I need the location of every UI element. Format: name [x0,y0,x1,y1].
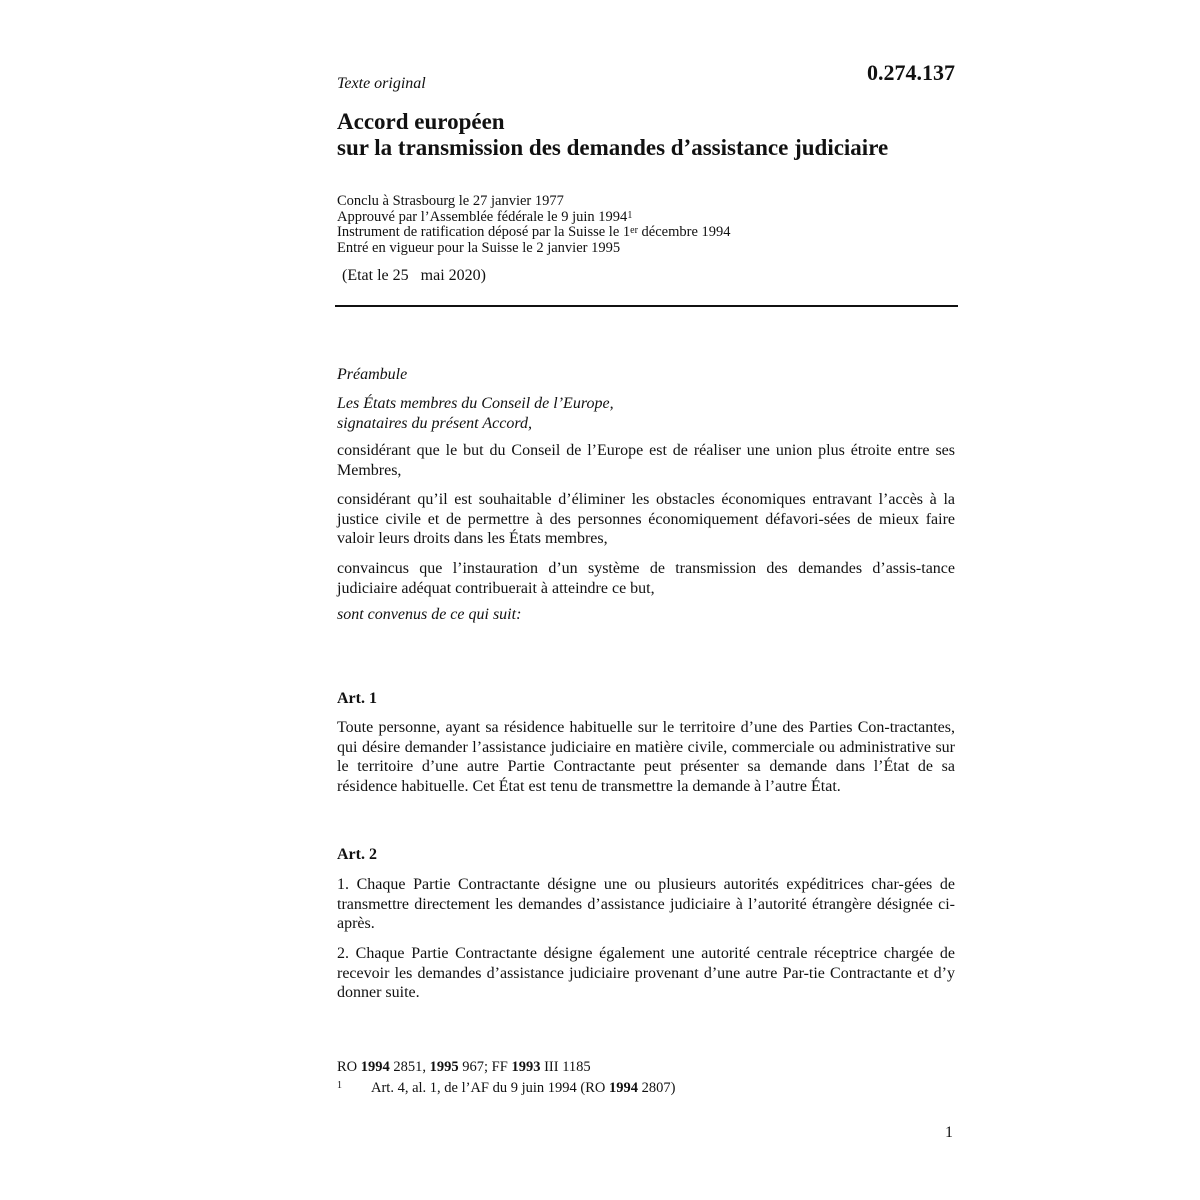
meta-approved: Approuvé par l’Assemblée fédérale le 9 juin 1994$^1$ [337,208,633,225]
preamble-considering-2: considérant qu’il est souhaitable d’éliminer les obstacles économiques entravant l’accès à la justice civile et de permettre à des personnes économiquement défavori-sées de mieux faire valoir leurs droits dans les États membres, [337,491,955,547]
publication-reference: RO 1994 2851, 1995 967; FF 1993 III 1185 [337,1059,591,1075]
preamble-considering-1: considérant que le but du Conseil de l’Europe est de réaliser une union plus étroite entre ses Membres, [337,442,955,479]
document-title [337,109,977,161]
article-2-heading: Art. 2 [337,846,377,863]
status-date: (Etat le 25 mai 2020) [342,267,486,284]
header-divider [335,305,958,307]
meta-entry-into-force: Entré en vigueur pour la Suisse le 2 janvier 1995 [337,239,621,256]
meta-concluded: Conclu à Strasbourg le 27 janvier 1977 [337,193,564,209]
meta-ratification: Instrument de ratification déposé par la Suisse le 1er décembre 1994 [337,224,731,240]
article-1-heading: Art. 1 [337,690,377,707]
preamble-heading: Préambule [337,366,408,383]
article-2-paragraph-2: 2. Chaque Partie Contractante désigne également une autorité centrale réceptrice chargée de recevoir les demandes d’assistance judiciaire provenant d’une autre Par-tie Contractante et d’y donner suite. [337,945,955,1001]
preamble-agreed: sont convenus de ce qui suit: [337,606,522,623]
preamble-convinced: convaincus que l’instauration d’un système de transmission des demandes d’assis-tance judiciaire adéquat contribuerait à atteindre ce but, [337,560,955,597]
article-2-paragraph-1: 1. Chaque Partie Contractante désigne une ou plusieurs autorités expéditrices char-gées de transmettre directement les demandes d’assistance judiciaire à l’autorité étrangère désignée ci-après. [337,876,955,932]
adoption-metadata [337,194,977,256]
title-line-1: Accord européen [337,109,505,134]
footnote-1-marker: 1 [337,1080,342,1091]
sr-number: 0.274.137 [867,60,955,85]
page-number: 1 [945,1124,953,1141]
title-line-2: sur la transmission des demandes d’assistance judiciaire [337,135,889,160]
article-1-text: Toute personne, ayant sa résidence habituelle sur le territoire d’une des Parties Con-tractantes, qui désire demander l’assistance judiciaire en matière civile, commerciale ou administrative sur le territoire d’une autre Partie Contractante peut présenter sa demande dans l’État de sa résidence habituelle. Cet État est tenu de transmettre la demande à l’autre État. [337,719,955,795]
footnote-marker[interactable]: 1 [627,209,633,221]
footnote-1: 1 Art. 4, al. 1, de l’AF du 9 juin 1994 (RO 1994 2807) [337,1080,676,1096]
preamble-signatories: Les États membres du Conseil de l’Europe, signataires du présent Accord, [337,395,614,432]
original-text-label: Texte original [337,75,426,92]
